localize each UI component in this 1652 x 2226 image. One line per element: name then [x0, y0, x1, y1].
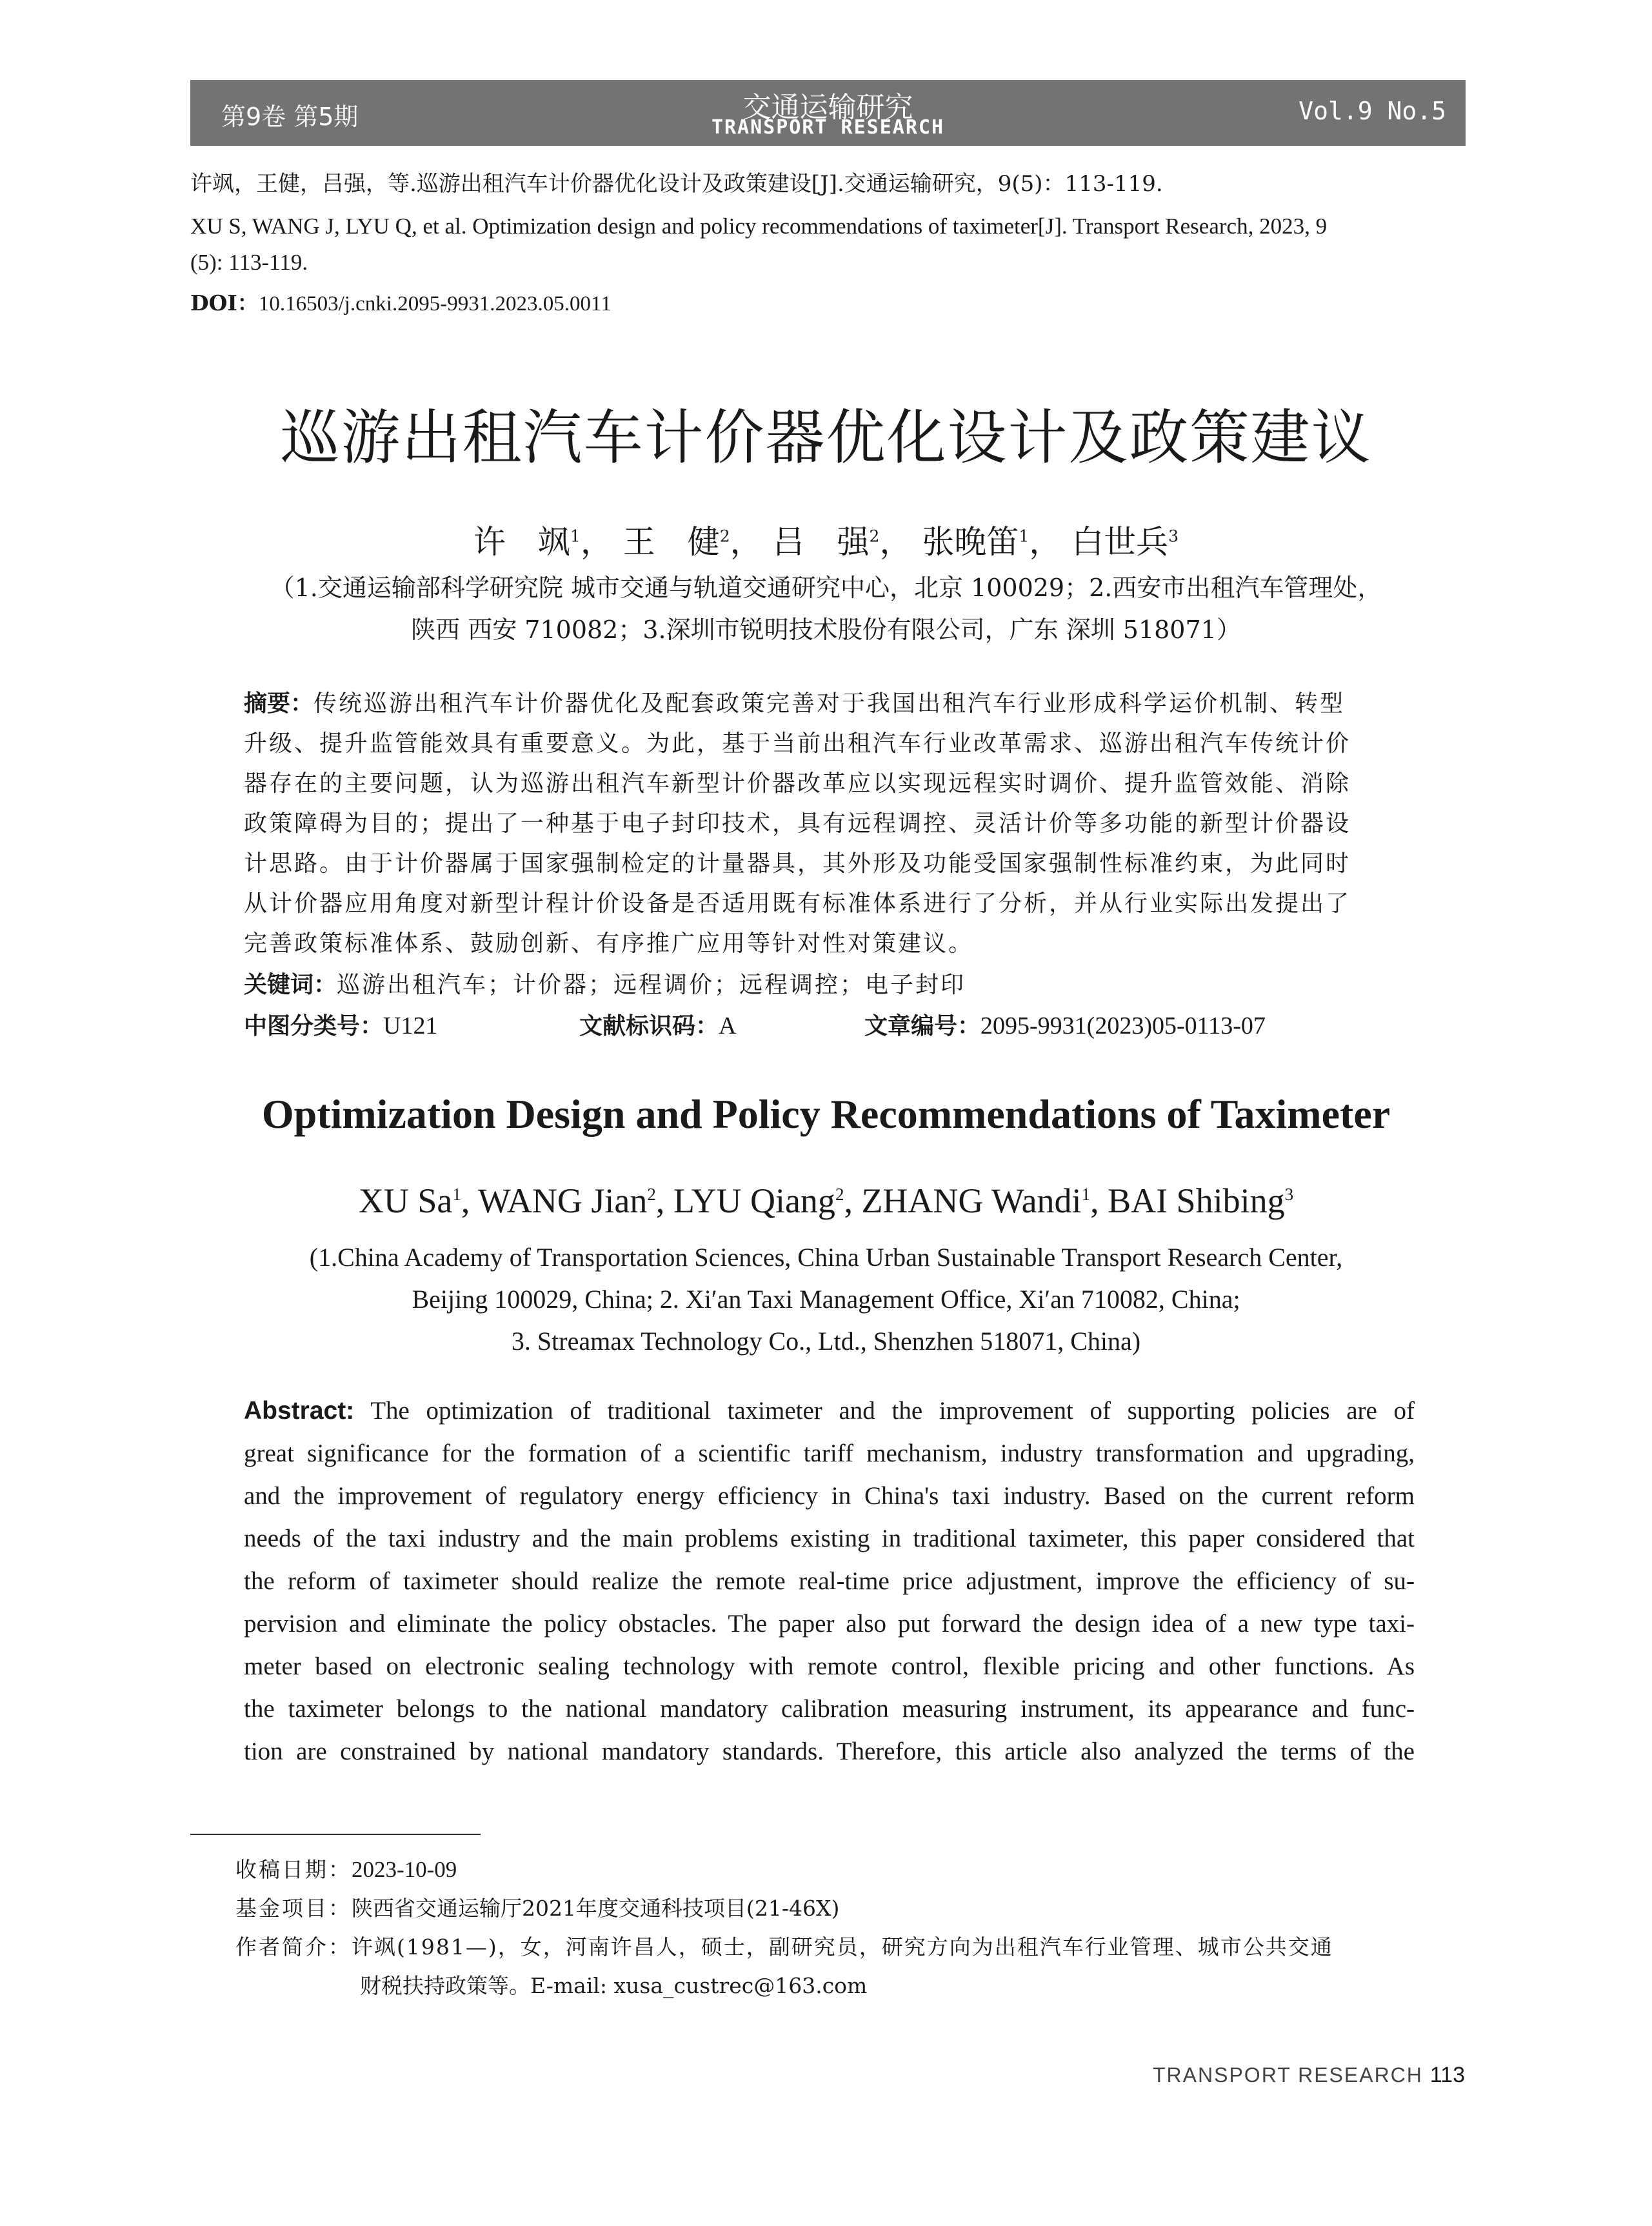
journal-name-cn: 交通运输研究 [742, 91, 913, 124]
authors-cn: 许 飒$^1$， 王 健$^2$， 吕 强$^2$， 张晚笛$^1$， 白世兵$^3$ [473, 523, 1179, 561]
doi-label: DOI： [190, 290, 259, 316]
author-en: ZHANG Wandi$^1$ [861, 1181, 1091, 1220]
affiliation-en-line1: (1.China Academy of Transportation Sciences, China Urban Sustainable Transport Research Center, [309, 1243, 1343, 1272]
affiliation-cn-line1: （1.交通运输部科学研究院 城市交通与轨道交通研究中心，北京 100029；2.西安市出租汽车管理处， [270, 574, 1382, 602]
abstract-en-line: the taximeter belongs to the national mandatory calibration measuring instrument, its appearance and func- [244, 1695, 1415, 1723]
abstract-cn-line: 器存在的主要问题，认为巡游出租汽车新型计价器改革应以实现远程实时调价、提升监管效能、消除 [244, 770, 1351, 797]
abstract-en-line: needs of the taxi industry and the main problems existing in traditional taximeter, this paper considered that [244, 1525, 1415, 1552]
doi [190, 286, 612, 317]
author-en: WANG Jian$^2$ [477, 1181, 656, 1220]
citation-en-line1: XU S, WANG J, LYU Q, et al. Optimization design and policy recommendations of taximeter[J]. Transport Research, 2023, 9 [190, 214, 1328, 239]
paper-title-cn: 巡游出租汽车计价器优化设计及政策建议 [280, 403, 1372, 472]
received-date: 收稿日期：2023-10-09 [235, 1857, 457, 1882]
abstract-en-line: the reform of taximeter should realize the remote real-time price adjustment, improve the efficiency of su- [244, 1567, 1415, 1595]
author-cn: 许 飒$^1$ [473, 523, 581, 561]
author-cn: 张晚笛$^1$ [922, 523, 1030, 561]
author-cn: 王 健$^2$ [622, 523, 730, 561]
document-code: 文献标识码：A [579, 1012, 737, 1039]
page-footer [1153, 2063, 1465, 2088]
volume-label: Vol.9 No.5 [1299, 97, 1446, 125]
abstract-cn-line: 政策障碍为目的；提出了一种基于电子封印技术，具有远程调控、灵活计价等多功能的新型计价器设 [244, 810, 1351, 837]
abstract-en-line: tion are constrained by national mandatory standards. Therefore, this article also analyzed the terms of the [244, 1738, 1415, 1765]
abstract-cn-line: 升级、提升监管能效具有重要意义。为此，基于当前出租汽车行业改革需求、巡游出租汽车传统计价 [244, 730, 1351, 757]
footnote-divider [190, 1834, 481, 1835]
abstract-en-line: and the improvement of regulatory energy efficiency in China's taxi industry. Based on the current reform [244, 1482, 1415, 1510]
author-en: XU Sa$^1$ [358, 1181, 461, 1220]
abstract-cn-line: 摘要：传统巡游出租汽车计价器优化及配套政策完善对于我国出租汽车行业形成科学运价机制、转型 [244, 690, 1346, 717]
author-en: BAI Shibing$^3$ [1108, 1181, 1294, 1220]
abstract-en-line: pervision and eliminate the policy obstacles. The paper also put forward the design idea of a new type taxi- [244, 1610, 1415, 1638]
abstract-en-line: Abstract: The optimization of traditional taximeter and the improvement of supporting policies are of [244, 1397, 1415, 1425]
citation-en-line2: (5): 113-119. [190, 250, 308, 275]
author-en: LYU Qiang$^2$ [673, 1181, 844, 1220]
author-cn: 白世兵$^3$ [1071, 523, 1179, 561]
abstract-en-line: great significance for the formation of a scientific tariff mechanism, industry transformation and upgrading, [244, 1439, 1415, 1467]
paper-title-en: Optimization Design and Policy Recommendations of Taximeter [261, 1091, 1391, 1137]
abstract-en-label: Abstract: [244, 1397, 355, 1425]
clc-code: 中图分类号：U121 [244, 1012, 438, 1039]
abstract-cn-label: 摘要： [244, 690, 314, 717]
author-cn: 吕 强$^2$ [772, 523, 880, 561]
keywords-cn-label: 关键词： [244, 972, 337, 998]
affiliation-en-line2: Beijing 100029, China; 2. Xi′an Taxi Management Office, Xi′an 710082, China; [412, 1285, 1240, 1314]
abstract-cn-line: 从计价器应用角度对新型计程计价设备是否适用既有标准体系进行了分析，并从行业实际出发提出了 [244, 890, 1351, 917]
issue-label: 第9卷 第5期 [221, 103, 359, 131]
citation-cn: 许飒，王健，吕强，等.巡游出租汽车计价器优化设计及政策建设[J].交通运输研究，9(5)：113-119. [190, 171, 1163, 197]
journal-header-bar [190, 80, 1466, 146]
journal-name-en: TRANSPORT RESEARCH [711, 116, 945, 139]
author-bio-line2: 财税扶持政策等。E-mail: xusa_custrec@163.com [360, 1973, 868, 1998]
authors-en: XU Sa$^1$, WANG Jian$^2$, LYU Qiang$^2$, ZHANG Wandi$^1$, BAI Shibing$^3$ [358, 1181, 1294, 1220]
doi-value: 10.16503/j.cnki.2095-9931.2023.05.0011 [258, 292, 612, 316]
affiliation-cn-line2: 陕西 西安 710082；3.深圳市锐明技术股份有限公司，广东 深圳 518071） [411, 616, 1241, 644]
footer-journal: TRANSPORT RESEARCH [1153, 2063, 1423, 2087]
author-bio: 作者简介：许飒(1981—)，女，河南许昌人，硕士，副研究员，研究方向为出租汽车行业管理、城市公共交通 [235, 1934, 1333, 1960]
abstract-en-line: meter based on electronic sealing technology with remote control, flexible pricing and other functions. As [244, 1652, 1415, 1680]
abstract-cn-line: 计思路。由于计价器属于国家强制检定的计量器具，其外形及功能受国家强制性标准约束，为此同时 [244, 850, 1351, 877]
article-number: 文章编号：2095-9931(2023)05-0113-07 [864, 1012, 1266, 1039]
page-number: 113 [1429, 2063, 1465, 2087]
affiliation-en-line3: 3. Streamax Technology Co., Ltd., Shenzhen 518071, China) [511, 1327, 1141, 1356]
fund-project: 基金项目：陕西省交通运输厅2021年度交通科技项目(21-46X) [235, 1896, 840, 1921]
keywords-cn: 关键词：巡游出租汽车；计价器；远程调价；远程调控；电子封印 [244, 972, 966, 998]
abstract-cn-line: 完善政策标准体系、鼓励创新、有序推广应用等针对性对策建议。 [244, 930, 974, 957]
